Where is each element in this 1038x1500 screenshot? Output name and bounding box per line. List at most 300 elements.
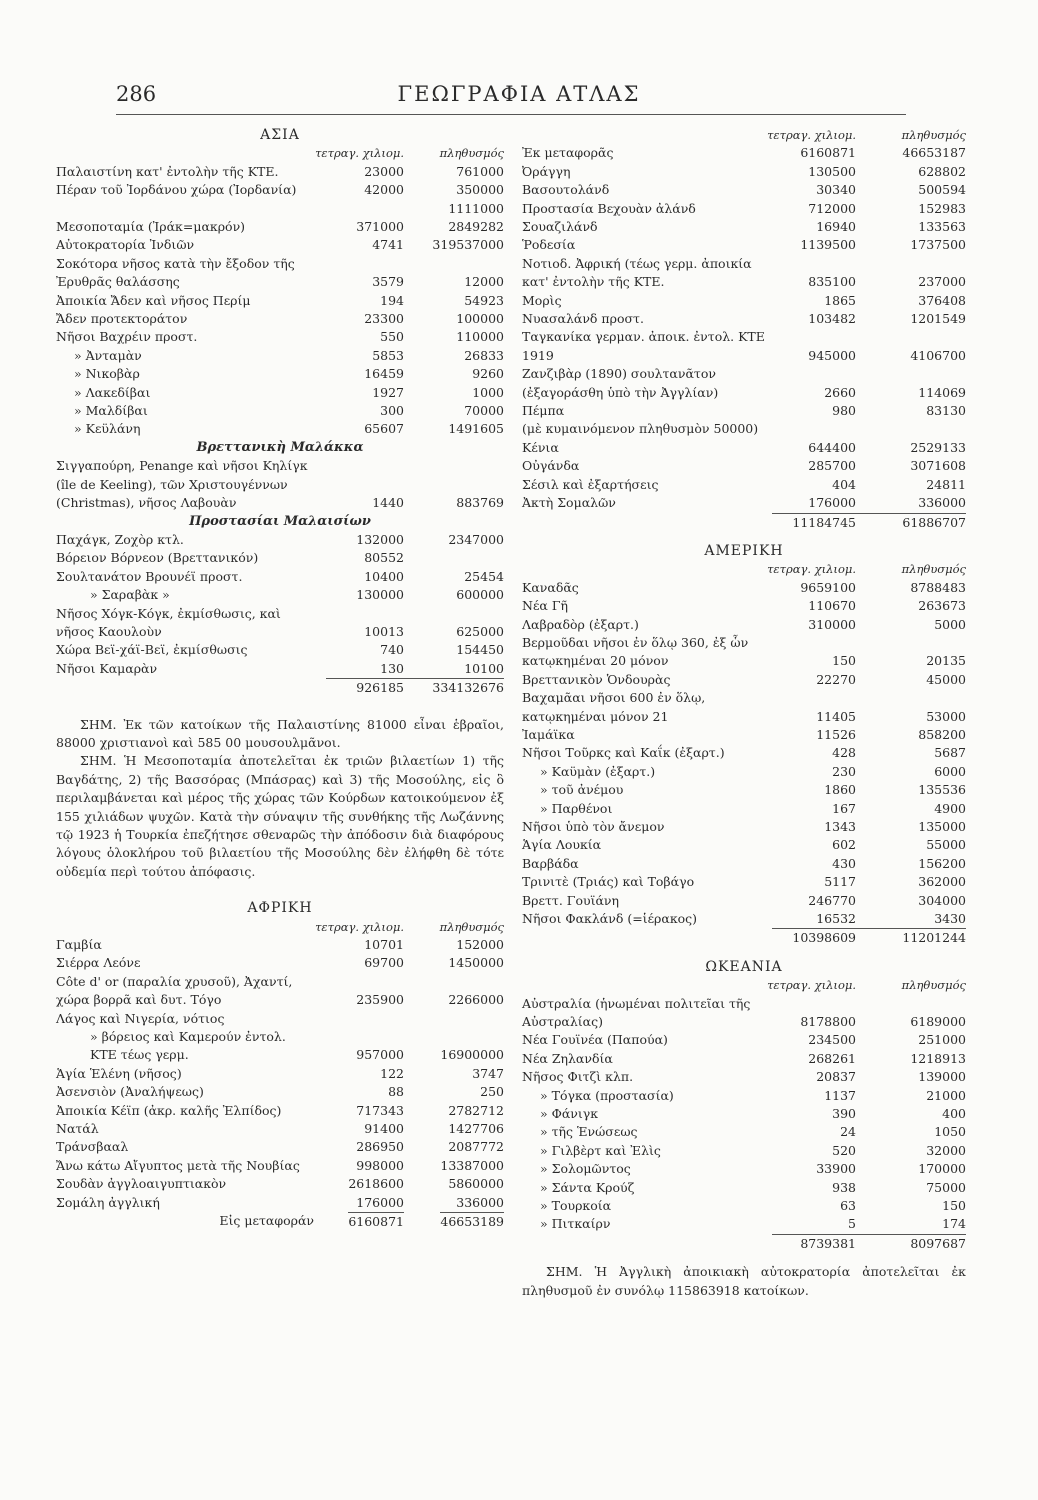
territory-name: Βρεττανικὸν Ὁνδουρὰς [522,671,671,687]
table-row [56,1120,504,1138]
population-value: 10100 [464,660,504,676]
table-row [522,420,966,438]
population-value: 46653187 [902,145,966,161]
population-value: 761000 [456,163,504,179]
pop-header: πληθυσμός [439,146,504,161]
table-row [522,995,966,1032]
area-header: τετραγ. χιλιομ. [315,919,404,934]
area-value: 130 [380,660,404,676]
area-value: 4741 [372,237,404,253]
table-row [56,1194,504,1212]
table-row [56,255,504,292]
population-value: 250 [480,1084,504,1100]
table-row [522,476,966,494]
table-row [522,800,966,818]
territory-name: Ἄδεν προτεκτοράτον [56,311,188,327]
table-row [56,384,504,402]
table-row [522,910,966,928]
asia-total-area: 926185 [356,680,404,696]
america-heading: ΑΜΕΡΙΚΗ [704,542,784,559]
population-value: 1737500 [910,237,966,253]
territory-name: Νέα Ζηλανδία [522,1050,613,1066]
population-value: 6189000 [910,1014,966,1030]
area-value: 717343 [356,1102,404,1118]
population-value: 20135 [926,653,966,669]
population-value: 4900 [934,800,966,816]
population-value: 133563 [918,219,966,235]
table-row [56,1083,504,1101]
area-value: 268261 [808,1050,856,1066]
population-value: 1000 [472,384,504,400]
malacca-table [56,457,504,512]
population-value: 237000 [918,274,966,290]
area-header: τετραγ. χιλιομ. [767,978,856,993]
population-value: 336000 [918,495,966,511]
africa-continued-table [522,144,966,512]
population-value: 170000 [918,1161,966,1177]
area-value: 286950 [356,1139,404,1155]
population-value: 174 [942,1216,966,1232]
table-row [522,1087,966,1105]
area-value: 11526 [816,726,856,742]
population-value: 1111000 [448,200,504,216]
area-value: 88 [388,1084,404,1100]
population-value: 1218913 [910,1050,966,1066]
territory-name: Ἄνω κάτω Αἴγυπτος μετὰ τῆς Νουβίας [56,1157,300,1173]
area-value: 235900 [356,992,404,1008]
territory-name: » βόρειος καὶ Καμερούν ἐντολ. ΚΤΕ τέως γερμ. [90,1029,286,1063]
area-value: 10400 [364,568,404,584]
table-row [522,1160,966,1178]
population-value: 55000 [926,837,966,853]
area-value: 602 [832,837,856,853]
population-value: 3747 [472,1065,504,1081]
population-value: 2849282 [448,219,504,234]
territory-name: » Ἀνταμὰν [74,347,142,363]
area-value: 103482 [808,311,856,327]
population-value: 12000 [464,274,504,290]
area-value: 16459 [364,366,404,382]
population-value: 154450 [456,642,504,658]
area-value: 2660 [824,384,856,400]
table-row [522,726,966,744]
area-value: 122 [380,1065,404,1081]
asia-note-palestine: ΣΗΜ. Ἐκ τῶν κατοίκων τῆς Παλαιστίνης 81000 εἶναι ἑβραῖοι, 88000 χριστιανοὶ καὶ 585 00 μουσουλμᾶνοι. [56,716,504,750]
table-row [522,181,966,199]
pop-header: πληθυσμός [901,562,966,577]
asia-table [56,163,504,439]
territory-name: Καναδᾶς [522,579,579,595]
territory-name: Σοκότορα νῆσος κατὰ τὴν ἔξοδον τῆς Ἐρυθρᾶς θαλάσσης [56,255,295,290]
right-column-headers [522,126,966,144]
territory-name: Μεσοποταμία (Ἰράκ=μακρόν) [56,219,246,234]
area-value: 428 [832,745,856,761]
area-value: 371000 [356,219,404,234]
table-row [56,1157,504,1175]
territory-name: Βαχαμᾶαι νῆσοι 600 ἐν ὅλῳ, κατῳκημέναι μόνον 21 [522,690,706,724]
area-value: 3579 [372,274,404,290]
area-value: 167 [832,800,856,816]
population-value: 1491605 [448,421,504,437]
table-row [522,494,966,512]
population-value: 4106700 [910,347,966,363]
table-row [56,586,504,604]
territory-name: Τράνσβααλ [56,1139,129,1155]
area-value: 150 [832,653,856,669]
population-value: 251000 [918,1032,966,1048]
table-row [522,1215,966,1233]
population-value: 1050 [934,1124,966,1140]
africa-carry-row [56,1212,504,1230]
table-row [522,781,966,799]
table-row [522,873,966,891]
territory-name: Ἁγία Ἑλένη (νῆσος) [56,1065,182,1081]
territory-name: Νέα Γῆ [522,598,568,614]
malay-protectorates-subheading: Προστασίαι Μαλαισίων [189,513,371,529]
africa-total-pop: 61886707 [902,514,966,530]
area-value: 8178800 [800,1014,856,1030]
territory-name: Ἀκτὴ Σομαλῶν [522,495,616,511]
territory-name: Νῆσος Φιτζὶ κλπ. [522,1069,634,1085]
table-row [522,218,966,236]
population-value: 8788483 [910,579,966,595]
population-value: 600000 [456,587,504,603]
area-header: τετραγ. χιλιομ. [767,562,856,577]
area-value: 1343 [824,818,856,834]
area-value: 30340 [816,182,856,198]
population-value: 83130 [926,403,966,419]
area-value: 550 [380,329,404,345]
territory-name: Βόρειον Βόρνεον (Βρεττανικόν) [56,550,259,566]
table-row [522,892,966,910]
population-value: 110000 [456,329,504,345]
territory-name: Παλαιστίνη κατ' ἐντολὴν τῆς ΚΤΕ. [56,163,279,179]
table-row [522,1123,966,1141]
territory-name: Αὐστραλία (ἡνωμέναι πολιτεῖαι τῆς Αὐστραλίας) [522,995,751,1030]
table-row [522,763,966,781]
oceania-total-row [772,1234,966,1253]
area-value: 132000 [356,531,404,547]
area-value: 520 [832,1142,856,1158]
area-value: 835100 [808,274,856,290]
table-row [56,1138,504,1156]
table-row [522,163,966,181]
table-row [522,402,966,420]
table-row [522,292,966,310]
population-value: 100000 [456,311,504,327]
area-value: 22270 [816,671,856,687]
population-value: 400 [942,1106,966,1122]
table-row [522,855,966,873]
area-value: 194 [380,292,404,308]
population-value: 1201549 [910,311,966,327]
population-value: 2347000 [448,531,504,547]
area-value: 10013 [364,623,404,639]
territory-name: » Λακεδίβαι [74,384,151,400]
america-total-row [772,928,966,947]
territory-name: Ἀποικία Κέϊπ (ἀκρ. καλῆς Ἐλπίδος) [56,1102,282,1118]
table-row [522,1050,966,1068]
table-row [56,236,504,254]
oceania-table [522,995,966,1234]
territory-name: » Καϋμὰν (ἐξαρτ.) [540,763,656,779]
table-row [56,200,504,218]
area-value: 712000 [808,200,856,216]
oceania-total-area: 8739381 [800,1235,856,1251]
page-number: 286 [116,82,157,106]
population-value: 2087772 [448,1139,504,1155]
population-value: 150 [942,1198,966,1214]
territory-name: Βρεττ. Γουϊάνη [522,892,620,908]
pop-header: πληθυσμός [439,919,504,934]
table-row [56,310,504,328]
population-value: 21000 [926,1087,966,1103]
table-row [56,568,504,586]
territory-name: » Τουρκοία [540,1198,612,1214]
table-row [522,255,966,292]
area-value: 24 [840,1124,856,1140]
pop-header: πληθυσμός [901,128,966,142]
territory-name: (μὲ κυμαινόμενον πληθυσμὸν 50000) [522,421,759,437]
area-value: 23000 [364,163,404,179]
america-total-area: 10398609 [792,930,856,946]
population-value: 376408 [918,292,966,308]
population-value: 53000 [926,708,966,724]
territory-name: » Σάντα Κρούζ [540,1179,635,1195]
territory-name: » Παρθένοι [540,800,613,816]
territory-name: Σομάλη ἀγγλική [56,1194,160,1210]
territory-name: Παχάγκ, Ζοχὸρ κτλ. [56,531,184,547]
carry-label: Εἰς μεταφοράν [219,1213,314,1229]
area-value: 5117 [824,874,856,890]
asia-column-headers [56,144,504,162]
table-row [522,236,966,254]
table-row [522,1179,966,1197]
territory-name: Νῆσοι Τοῦρκς καὶ Καΐκ (ἐξαρτ.) [522,745,725,761]
area-value: 1137 [824,1087,856,1103]
area-header: τετραγ. χιλιομ. [315,146,404,161]
territory-name: Νοτιοδ. Ἀφρική (τέως γερμ. ἀποικία κατ' ἐντολὴν τῆς ΚΤΕ. [522,255,752,290]
territory-name: » Νικοβὰρ [74,366,140,382]
area-value: 998000 [356,1157,404,1173]
territory-name: Ὀράγγη [522,163,571,179]
territory-name: Βερμοῦδαι νῆσοι ἐν ὅλῳ 360, ἐξ ὧν κατῳκημέναι 20 μόνον [522,634,749,669]
table-row [56,1065,504,1083]
table-row [522,1142,966,1160]
area-value: 1440 [372,495,404,511]
population-value: 319537000 [432,237,504,253]
territory-name: Ἀσενσιὸν (Ἀναλήψεως) [56,1084,204,1100]
area-value: 938 [832,1179,856,1195]
table-row [56,1102,504,1120]
area-value: 176000 [808,495,856,511]
area-value: 80552 [364,550,404,566]
territory-name: Μορὶς [522,292,562,308]
territory-name: Ταγκανίκα γερμαν. ἀποικ. ἐντολ. ΚΤΕ 1919 [522,329,765,363]
table-row [522,439,966,457]
table-row [522,744,966,762]
territory-name: Νῆσος Χόγκ-Κόγκ, ἐκμίσθωσις, καὶ νῆσος Καουλοὺν [56,605,281,639]
area-value: 65607 [364,421,404,437]
territory-name: Κένια [522,439,559,455]
area-value: 63 [840,1198,856,1214]
territory-name: Ἁγία Λουκία [522,837,602,853]
oceania-total-pop: 8097687 [910,1235,966,1251]
table-row [56,328,504,346]
population-value: 16900000 [440,1047,504,1063]
table-row [522,365,966,402]
oceania-heading: ΩΚΕΑΝΙΑ [705,958,783,975]
area-value: 9659100 [800,579,856,595]
territory-name: » Κεϋλάνη [74,421,141,437]
population-value: 45000 [926,671,966,687]
table-row [56,365,504,383]
territory-name: Οὐγάνδα [522,458,580,474]
table-row [522,1068,966,1086]
table-row [522,310,966,328]
territory-name: » τοῦ ἀνέμου [540,782,624,798]
population-value: 350000 [456,182,504,198]
area-value: 1927 [372,384,404,400]
territory-name: Χώρα Βεϊ-χάϊ-Βεϊ, ἐκμίσθωσις [56,642,248,658]
area-value: 644400 [808,439,856,455]
population-value: 500594 [918,182,966,198]
table-row [522,597,966,615]
territory-name: Πέμπα [522,403,565,419]
territory-name: » Τόγκα (προστασία) [540,1087,674,1103]
area-value: 5 [848,1216,856,1232]
table-row [56,218,504,236]
population-value: 26833 [464,347,504,363]
population-value: 3071608 [910,458,966,474]
territory-name: Τρινιτὲ (Τριάς) καὶ Τοβάγο [522,874,695,890]
table-row [56,531,504,549]
area-value: 91400 [364,1121,404,1137]
population-value: 2529133 [910,439,966,455]
population-value: 24811 [926,476,966,492]
territory-name: Λαβραδὸρ (ἐξαρτ.) [522,616,639,632]
area-value: 6160871 [800,145,856,161]
page-header [0,82,1038,112]
table-row [56,1010,504,1028]
table-row [522,457,966,475]
population-value: 6000 [934,763,966,779]
area-value: 69700 [364,955,404,971]
africa-total-area: 11184745 [792,514,856,530]
table-row [522,634,966,671]
area-value: 310000 [808,616,856,632]
territory-name: Σιγγαπούρη, Penange καὶ νῆσοι Κηλίγκ (île de Keeling), τῶν Χριστουγέννων (Christmas), νῆσος Λαβουὰν [56,458,308,511]
population-value: 858200 [918,726,966,742]
territory-name: Νῆσοι Καμαρὰν [56,660,158,676]
population-value: 139000 [918,1069,966,1085]
table-row [56,973,504,1010]
population-value: 263673 [918,598,966,614]
population-value: 2782712 [448,1102,504,1118]
area-value: 20837 [816,1069,856,1085]
table-row [522,1031,966,1049]
territory-name: » Μαλδίβαι [74,403,148,419]
area-value: 16940 [816,219,856,235]
area-value: 16532 [816,911,856,927]
area-value: 1865 [824,292,856,308]
territory-name: Λάγος καὶ Νιγερία, νότιος [56,1010,225,1026]
table-row [56,1175,504,1193]
population-value: 304000 [918,892,966,908]
table-row [522,200,966,218]
territory-name: » Σολομῶντος [540,1161,631,1177]
area-value: 11405 [816,708,856,724]
population-value: 5687 [934,745,966,761]
territory-name: Ῥοδεσία [522,237,576,253]
asia-total-pop: 334132676 [432,680,504,696]
area-value: 5853 [372,347,404,363]
table-row [56,347,504,365]
area-value: 430 [832,855,856,871]
population-value: 9260 [472,366,504,382]
malay-table [56,531,504,678]
population-value: 54923 [464,292,504,308]
area-value: 1860 [824,782,856,798]
table-row [522,689,966,726]
territory-name: Ἐκ μεταφορᾶς [522,145,614,161]
territory-name: » Φάνιγκ [540,1106,599,1122]
table-row [56,605,504,642]
area-value: 957000 [356,1047,404,1063]
america-total-pop: 11201244 [902,930,966,946]
territory-name: Ἀποικία Ἄδεν καὶ νῆσος Περίμ [56,292,251,308]
territory-name: Νυασαλάνδ προστ. [522,311,644,327]
territory-name: Ἰαμάϊκα [522,726,575,742]
carry-pop: 46653189 [440,1212,504,1231]
asia-heading: ΑΣΙΑ [260,127,300,143]
right-column [522,126,966,1300]
table-row [56,457,504,512]
territory-name: Ζανζιβὰρ (1890) σουλτανᾶτον (ἐξαγοράσθη ὑπὸ τὴν Ἀγγλίαν) [522,366,719,400]
territory-name: Βασουτολάνδ [522,182,610,198]
area-value: 980 [832,403,856,419]
area-value: 10701 [364,937,404,952]
asia-note-mesopotamia: ΣΗΜ. Ἡ Μεσοποταμία ἀποτελεῖται ἐκ τριῶν βιλαετίων 1) τῆς Βαγδάτης, 2) τῆς Βασσόρας (Μπάσρας) καὶ 3) τῆς Μοσούλης, εἰς ὃ περιλαμβάνεται καὶ μέρος τῆς χώρας τῶν Κούρδων κατοικούμενον ἐξ 155 χιλιάδων ψυχῶν. Κατὰ τὴν σύναψιν τῆς συνθήκης τῆς Λωζάννης τῷ 1923 ἡ Τουρκία ἐπεζήτησε σθεναρῶς τὴν ἀπόδοσιν διὰ διαφόρους λόγους ὁλοκλήρου τοῦ βιλαετίου τῆς Μοσούλης δὲν ἐλήφθη δὲ τότε οὐδεμία περὶ τούτου ἀπόφασις. [56,753,504,879]
area-value: 176000 [356,1194,404,1210]
population-value: 32000 [926,1142,966,1158]
territory-name: » Γιλβὲρτ καὶ Ἐλὶς [540,1142,661,1158]
table-row [56,954,504,972]
asia-total-row [326,678,504,697]
table-row [522,671,966,689]
area-value: 300 [380,403,404,419]
table-row [522,328,966,365]
carry-area: 6160871 [348,1212,404,1231]
population-value: 1427706 [448,1121,504,1137]
africa-column-headers [56,918,504,936]
population-value: 25454 [464,568,504,584]
africa-heading: ΑΦΡΙΚΗ [247,900,313,917]
area-value: 390 [832,1106,856,1122]
table-row [522,818,966,836]
table-row [56,402,504,420]
territory-name: Σουλτανάτον Βρουνέϊ προστ. [56,568,243,584]
population-value: 625000 [456,623,504,639]
table-row [522,1197,966,1215]
population-value: 5860000 [448,1176,504,1192]
table-row [522,579,966,597]
area-value: 42000 [364,182,404,198]
territory-name: Νῆσοι Φακλάνδ (=ἱέρακος) [522,911,698,927]
area-value: 234500 [808,1032,856,1048]
area-value: 246770 [808,892,856,908]
population-value: 1450000 [448,955,504,971]
